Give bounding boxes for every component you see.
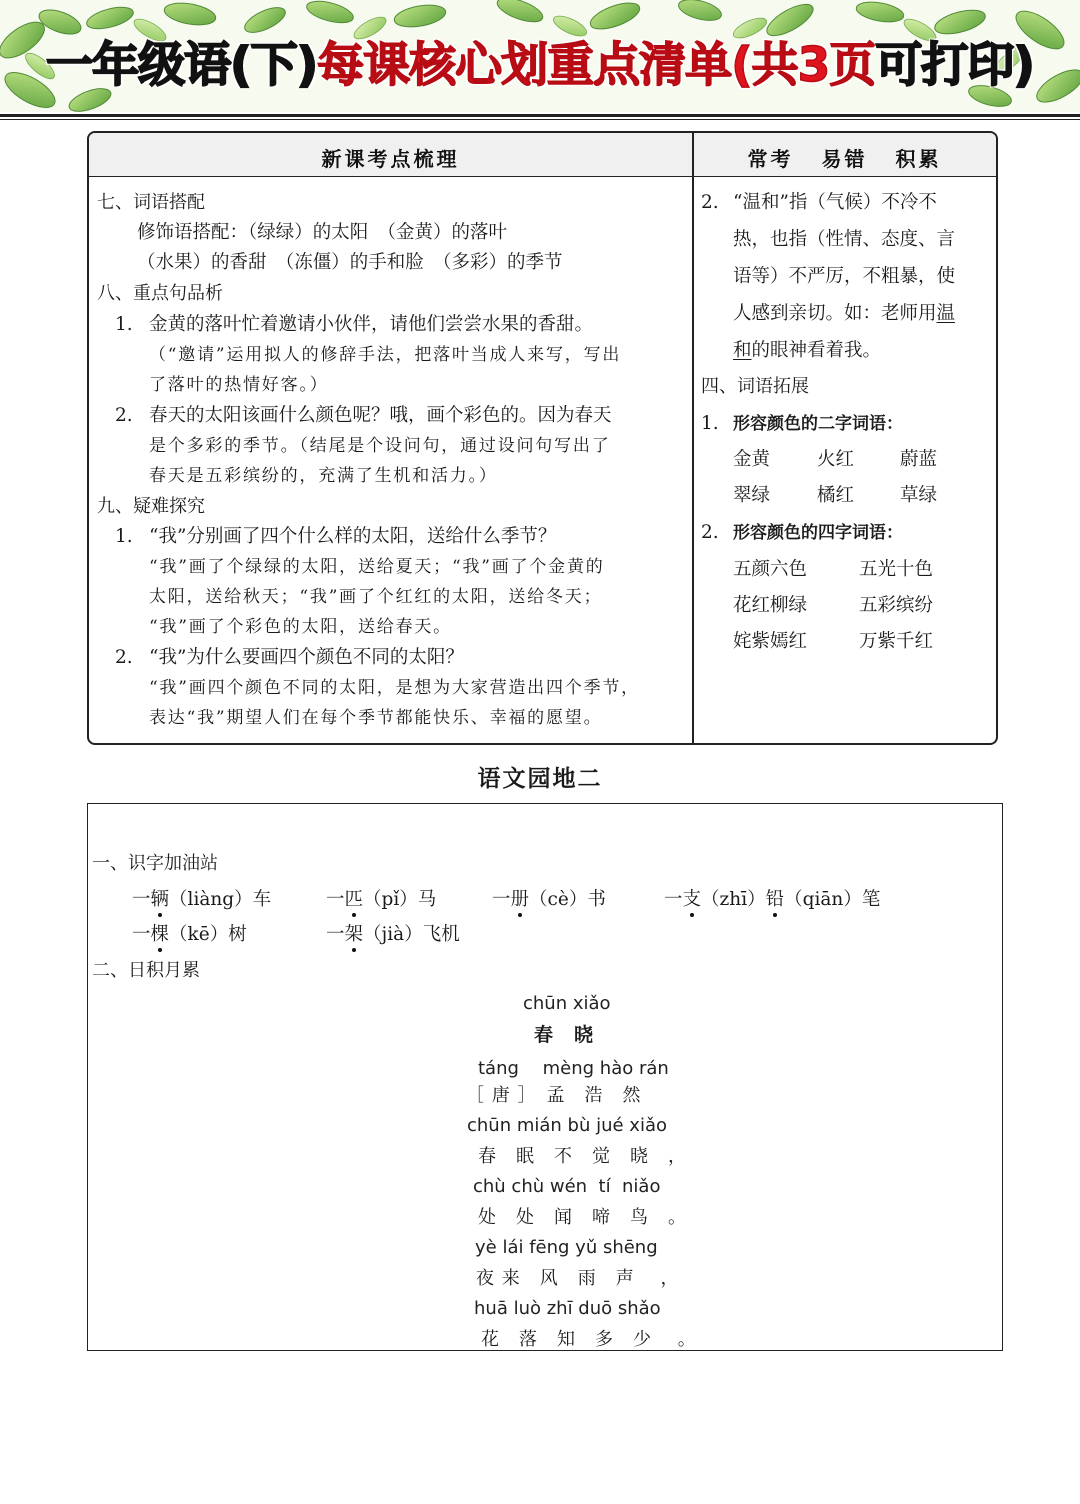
wenhe-underlined-1: 温 [936,303,956,324]
poem-author-pinyin: táng mèng hào rán [478,1058,669,1079]
measure-word-rest: （qiān）笔 [784,889,881,910]
four-char-word: 姹紫嫣红 [733,631,808,652]
s9-item2-number: 2. [115,647,133,668]
measure-word-rest: （cè）书 [529,889,606,910]
literacy-station-title: 一、识字加油站 [92,853,218,874]
poem-title: 春 晓 [534,1024,595,1046]
measure-word-item [664,888,880,912]
measure-word-char: 辆 [150,889,170,910]
s8-item2-note-2: 春天是五彩缤纷的，充满了生机和活力。） [149,466,498,486]
header-rule-thin [0,119,1080,120]
header-banner [0,0,1080,112]
s9-item2-answer-2: 表达“我”期望人们在每个季节都能快乐、幸福的愿望。 [149,708,603,728]
measure-word-item [326,923,460,947]
measure-word-item [132,923,247,947]
wenhe-line-2: 热，也指（性情、态度、言 [733,229,956,250]
table-header [89,133,996,177]
wenhe-line-1: “温和”指（气候）不冷不 [733,192,937,213]
measure-word-item [132,888,271,912]
wenhe-line-4 [733,302,955,326]
banner-title-part1: 一年级语(下) [46,38,318,93]
two-char-word: 橘红 [817,485,855,506]
banner-title-part3: 共3页 [751,38,876,93]
poem-line: 春 眠 不 觉 晓 ， [478,1146,687,1167]
measure-word-prefix: 一 [326,924,345,945]
section-4-title: 四、词语拓展 [701,376,809,397]
s9-item1-answer-1: “我”画了个绿绿的太阳，送给夏天；“我”画了个金黄的 [149,557,605,577]
sub2-title: 形容颜色的四字词语： [733,523,903,543]
measure-word-rest: （kē）树 [169,924,247,945]
measure-word-rest: （zhī） [701,889,766,910]
poem-line: 处 处 闻 啼 鸟 。 [478,1207,687,1228]
measure-word-rest: （liàng）车 [169,889,272,910]
poem-title-pinyin: chūn xiǎo [523,993,611,1014]
measure-word-char: 支 [682,889,702,910]
header-rule-thick [0,114,1080,117]
poem-line-pinyin: yè lái fēng yǔ shēng [475,1237,658,1258]
s8-item1-note-2: 了落叶的热情好客。） [149,375,329,395]
wenhe-line-5-text: 的眼神看着我。 [751,340,882,361]
key-points-table [87,131,998,745]
section-title: 语文园地二 [477,766,603,792]
measure-word-char: 册 [510,889,530,910]
two-char-word: 蔚蓝 [900,449,938,470]
measure-word-prefix: 一 [132,924,151,945]
measure-word-prefix: 一 [492,889,511,910]
measure-word-prefix: 一 [326,889,345,910]
section-7-title: 七、词语搭配 [97,192,205,213]
collocation-line-2: （水果）的香甜 （冻僵）的手和脸 （多彩）的季节 [137,252,563,273]
right-item2-number: 2. [701,192,719,213]
s8-item1-number: 1. [115,314,133,335]
wenhe-line-3: 语等）不严厉，不粗暴，使 [733,266,956,287]
s9-item1-answer-3: “我”画了个彩色的太阳，送给春天。 [149,617,452,637]
measure-word-rest: （pǐ）马 [363,889,437,910]
measure-word-prefix: 一 [132,889,151,910]
section-8-title: 八、重点句品析 [97,283,223,304]
poem-line: 夜 来 风 雨 声 ， [476,1268,680,1289]
wenhe-line-5 [733,339,881,363]
banner-title-part4: 可打印) [875,38,1034,93]
section-9-title: 九、疑难探究 [97,496,205,517]
poem-line-pinyin: chù chù wén tí niǎo [473,1176,661,1197]
s8-item2-note-1: 是个多彩的季节。（结尾是个设问句，通过设问句写出了 [149,436,611,456]
measure-word-char: 架 [344,924,364,945]
measure-word-item [492,888,606,912]
poem-line-pinyin: chūn mián bù jué xiǎo [467,1115,667,1136]
s8-item1-note-1: （“邀请”运用拟人的修辞手法，把落叶当成人来写，写出 [149,345,622,365]
s9-item1-answer-2: 太阳，送给秋天；“我”画了个红红的太阳，送给冬天； [149,587,603,607]
left-column-header: 新课考点梳理 [321,147,460,171]
s9-item2-question: “我”为什么要画四个颜色不同的太阳？ [149,647,464,668]
s9-item2-answer-1: “我”画四个颜色不同的太阳，是想为大家营造出四个季节， [149,678,640,698]
measure-word-char: 棵 [150,924,170,945]
chinese-garden-box [87,803,1003,1351]
sub1-number: 1. [701,413,719,434]
daily-accumulation-title: 二、日积月累 [92,960,200,981]
two-char-word: 火红 [817,449,855,470]
four-char-word: 花红柳绿 [733,595,808,616]
measure-word-char: 铅 [765,889,785,910]
column-divider [692,133,694,743]
wenhe-underlined-2: 和 [733,340,752,361]
two-char-word: 翠绿 [733,485,771,506]
sub2-number: 2. [701,522,719,543]
four-char-word: 万紫千红 [859,631,934,652]
two-char-word: 金黄 [733,449,771,470]
measure-word-prefix: 一 [664,889,683,910]
banner-title-part2: 每课核心划重点清单( [317,38,752,93]
measure-word-char: 匹 [344,889,364,910]
measure-word-rest: （jià）飞机 [363,924,460,945]
poem-author: ［ 唐 ］ 孟 浩 然 [466,1085,642,1106]
four-char-word: 五彩缤纷 [859,595,934,616]
s8-item2-number: 2. [115,405,133,426]
wenhe-line-4-text: 人感到亲切。如：老师用 [733,303,937,324]
two-char-word: 草绿 [900,485,938,506]
poem-line: 花 落 知 多 少 。 [481,1329,697,1350]
s8-item1-sentence: 金黄的落叶忙着邀请小伙伴，请他们尝尝水果的香甜。 [149,314,594,335]
sub1-title: 形容颜色的二字词语： [733,414,903,434]
collocation-line-1: 修饰语搭配：（绿绿）的太阳 （金黄）的落叶 [137,222,508,243]
four-char-word: 五颜六色 [733,559,808,580]
poem-line-pinyin: huā luò zhī duō shǎo [474,1298,661,1319]
four-char-word: 五光十色 [859,559,934,580]
s9-item1-number: 1. [115,526,133,547]
s8-item2-sentence: 春天的太阳该画什么颜色呢？哦，画个彩色的。因为春天 [149,405,612,426]
banner-title [0,28,1080,95]
s9-item1-question: “我”分别画了四个什么样的太阳，送给什么季节？ [149,526,557,547]
measure-word-item [326,888,436,912]
right-column-header: 常考 易错 积累 [747,147,942,171]
